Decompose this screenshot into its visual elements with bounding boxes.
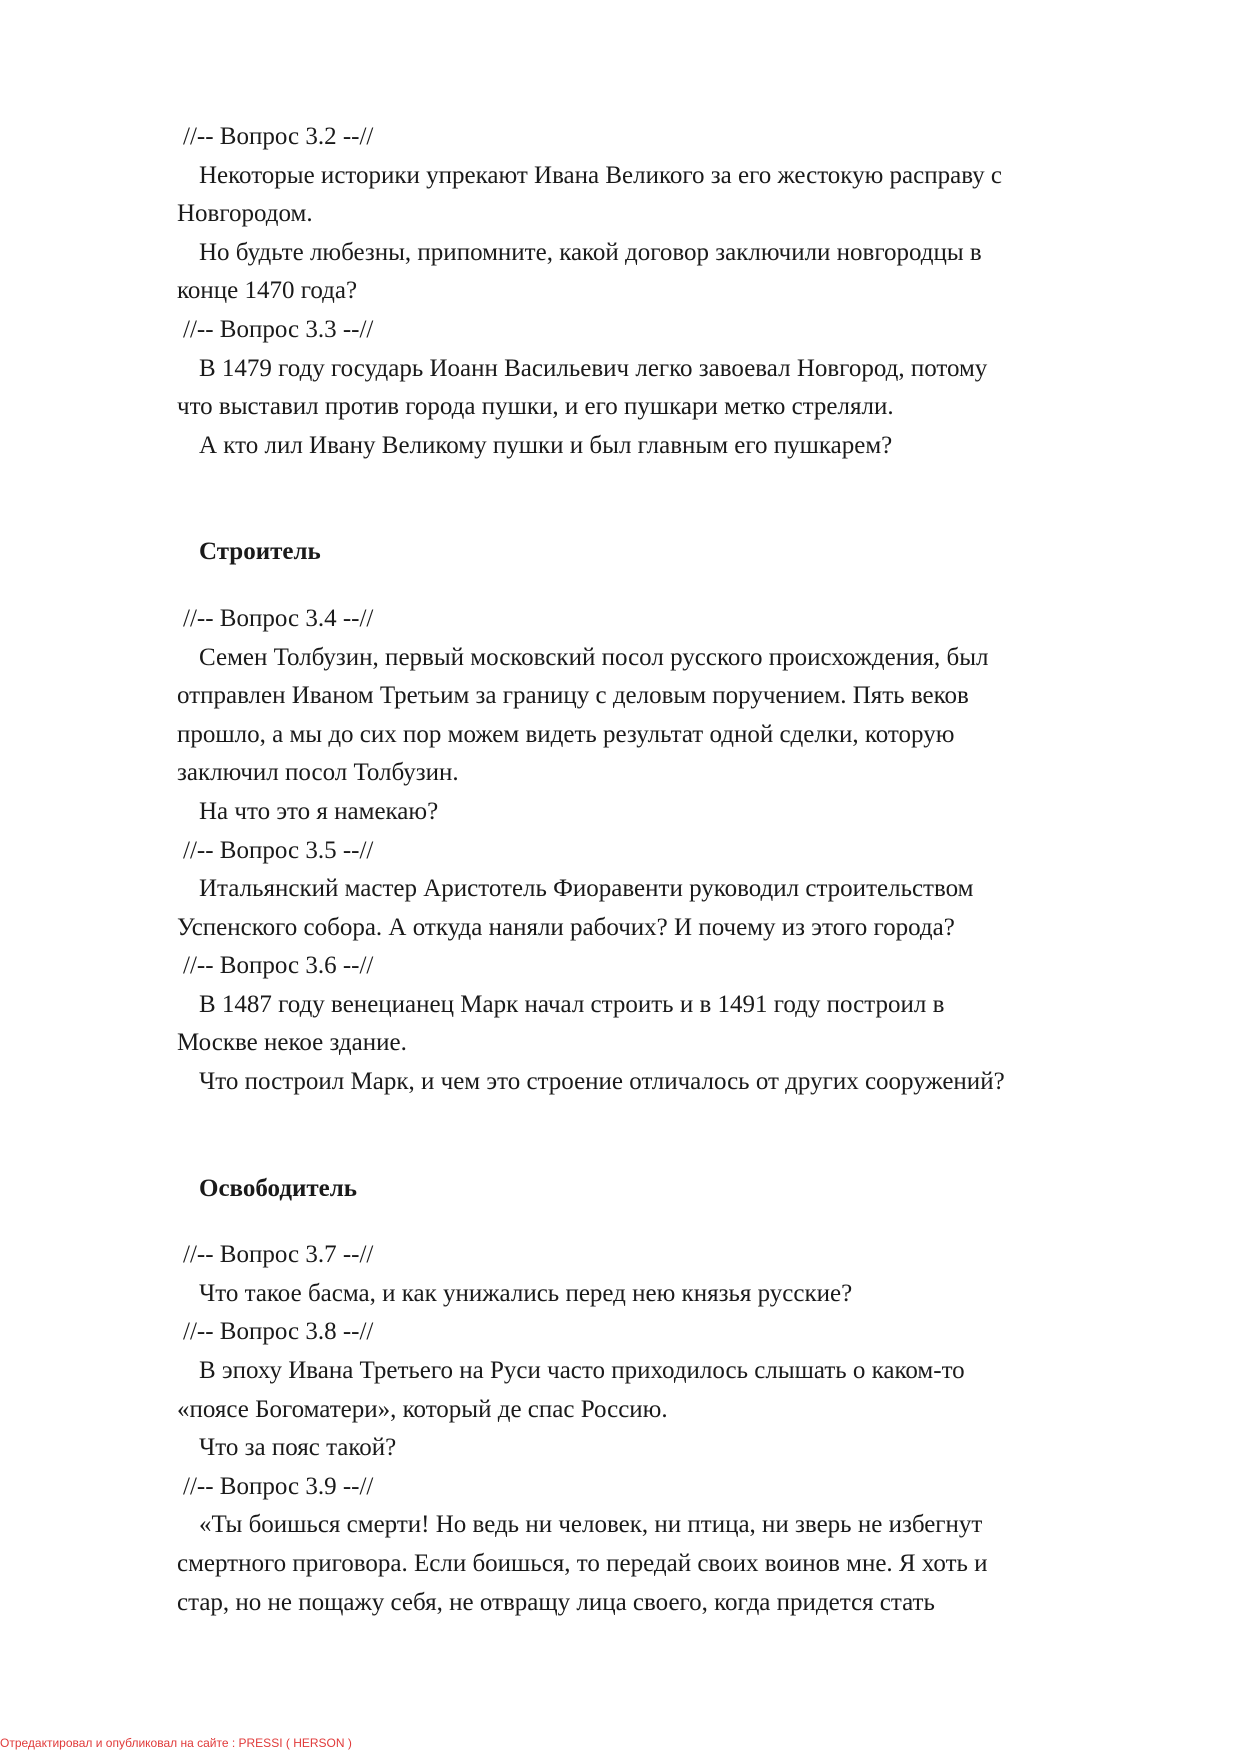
paragraph-line: Успенского собора. А откуда наняли рабочих? И почему из этого города?: [177, 913, 955, 941]
paragraph-line: Москве некое здание.: [177, 1029, 407, 1057]
paragraph-line: стар, но не пощажу себя, не отвращу лица своего, когда придется стать: [177, 1588, 935, 1616]
paragraph-line: В 1479 году государь Иоанн Васильевич легко завоевал Новгород, потому: [199, 354, 988, 382]
question-marker-3-6: //-- Вопрос 3.6 --//: [183, 952, 374, 980]
paragraph-line: На что это я намекаю?: [199, 797, 439, 825]
section-spacer: [177, 1102, 1177, 1170]
paragraph-line: «поясе Богоматери», который де спас Россию.: [177, 1395, 668, 1423]
question-marker-3-4: //-- Вопрос 3.4 --//: [183, 604, 374, 632]
paragraph-line: что выставил против города пушки, и его пушкари метко стреляли.: [177, 393, 894, 421]
paragraph-line: конце 1470 года?: [177, 277, 358, 305]
paragraph-line: прошло, а мы до сих пор можем видеть результат одной сделки, которую: [177, 720, 955, 748]
section-heading-liberator: Освободитель: [199, 1174, 357, 1202]
question-marker-3-5: //-- Вопрос 3.5 --//: [183, 836, 374, 864]
question-marker-3-3: //-- Вопрос 3.3 --//: [183, 315, 374, 343]
section-spacer: [177, 572, 1177, 600]
section-spacer: [177, 465, 1177, 533]
question-marker-3-2: //-- Вопрос 3.2 --//: [183, 123, 374, 150]
paragraph-line: смертного приговора. Если боишься, то передай своих воинов мне. Я хоть и: [177, 1550, 988, 1577]
paragraph-line: Что построил Марк, и чем это строение отличалось от других сооружений?: [199, 1068, 1005, 1096]
paragraph-line: Что за пояс такой?: [199, 1434, 397, 1462]
section-spacer: [177, 1208, 1177, 1236]
paragraph-line: заключил посол Толбузин.: [177, 759, 459, 787]
paragraph-line: «Ты боишься смерти! Но ведь ни человек, ни птица, ни зверь не избегнут: [199, 1511, 983, 1539]
paragraph-line: Что такое басма, и как унижались перед нею князья русские?: [199, 1279, 853, 1307]
paragraph-line: А кто лил Ивану Великому пушки и был главным его пушкарем?: [199, 431, 893, 459]
paragraph-line: Семен Толбузин, первый московский посол русского происхождения, был: [199, 643, 989, 671]
document-body: [177, 118, 1177, 1622]
question-marker-3-7: //-- Вопрос 3.7 --//: [183, 1241, 374, 1269]
paragraph-line: Итальянский мастер Аристотель Фиоравенти руководил строительством: [199, 875, 974, 903]
paragraph-line: Некоторые историки упрекают Ивана Великого за его жестокую расправу с: [199, 161, 1002, 189]
paragraph-line: Новгородом.: [177, 200, 313, 228]
paragraph-line: отправлен Иваном Третьим за границу с деловым поручением. Пять веков: [177, 682, 969, 710]
section-heading-builder: Строитель: [199, 538, 321, 566]
question-marker-3-9: //-- Вопрос 3.9 --//: [183, 1472, 374, 1500]
paragraph-line: В 1487 году венецианец Марк начал строить и в 1491 году построил в: [199, 990, 945, 1018]
publisher-footer-note: Отредактировал и опубликовал на сайте : PRESSI ( HERSON ): [0, 1736, 352, 1750]
paragraph-line: Но будьте любезны, припомните, какой договор заключили новгородцы в: [199, 238, 982, 266]
question-marker-3-8: //-- Вопрос 3.8 --//: [183, 1318, 374, 1346]
paragraph-line: В эпоху Ивана Третьего на Руси часто приходилось слышать о каком-то: [199, 1357, 965, 1385]
